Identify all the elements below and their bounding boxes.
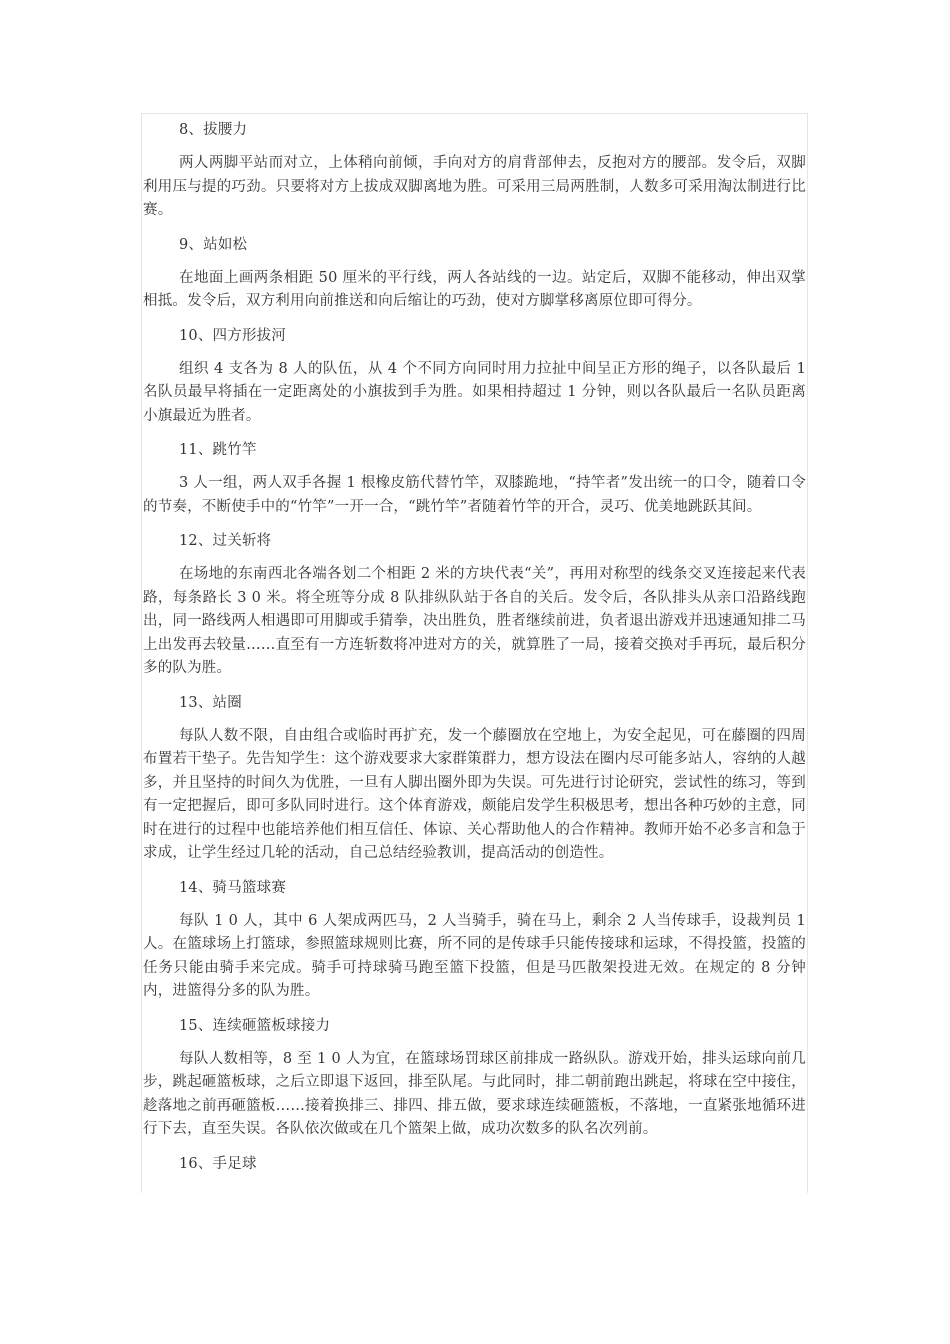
section-heading: 12、过关斩将 bbox=[179, 533, 272, 549]
section-body: 每队 1 0 人，其中 6 人架成两匹马，2 人当骑手，骑在马上，剩余 2 人当传球手，设裁判员 1 人。在篮球场上打篮球，参照篮球规则比赛，所不同的是传球手只能传接球和运球，不得投篮，投篮的任务只能由骑手来完成。骑手可持球骑马跑至篮下投篮，但是马匹散架投进无效。在规定的 8 分钟内，进篮得分多的队为胜。 bbox=[143, 912, 806, 999]
section-heading: 15、连续砸篮板球接力 bbox=[179, 1017, 331, 1034]
section-heading: 16、手足球 bbox=[179, 1155, 257, 1172]
section-body: 在地面上画两条相距 50 厘米的平行线，两人各站线的一边。站定后，双脚不能移动，伸出双掌相抵。发令后，双方利用向前推送和向后缩让的巧劲，使对方脚掌移离原位即可得分。 bbox=[143, 269, 806, 309]
section-body: 每队人数相等，8 至 1 0 人为宜，在篮球场罚球区前排成一路纵队。游戏开始，排头运球向前几步，跳起砸篮板球，之后立即退下返回，排至队尾。与此同时，排二朝前跑出跳起，将球在空中接住，趁落地之前再砸篮板……接着换排三、排四、排五做，要求球连续砸篮板，不落地，一直紧张地循环进行下去，直至失误。各队依次做或在几个篮架上做，成功次数多的队名次列前。 bbox=[143, 1050, 806, 1137]
section-body: 两人两脚平站而对立，上体稍向前倾，手向对方的肩背部伸去，反抱对方的腰部。发令后，双脚利用压与提的巧劲。只要将对方上拔成双脚离地为胜。可采用三局两胜制，人数多可采用淘汰制进行比赛。 bbox=[143, 155, 806, 218]
section-body: 组织 4 支各为 8 人的队伍，从 4 个不同方向同时用力拉扯中间呈正方形的绳子，以各队最后 1 名队员最早将插在一定距离处的小旗拔到手为胜。如果相持超过 1 分钟，则以各队最后一名队员距离小旗最近为胜者。 bbox=[143, 360, 806, 424]
section-body: 在场地的东南西北各端各划二个相距 2 米的方块代表“关”，再用对称型的线条交叉连接起来代表路，每条路长 3 0 米。将全班等分成 8 队排纵队站于各自的关后。发令后，各队排头从亲口沿路线跑出，同一路线两人相遇即可用脚或手猜拳，决出胜负，胜者继续前进，负者退出游戏并迅速通知排二马上出发再去较量……直至有一方连斩数将冲进对方的关，就算胜了一局，接着交换对手再玩，最后积分多的队为胜。 bbox=[143, 566, 806, 676]
section-body: 3 人一组，两人双手各握 1 根橡皮筋代替竹竿，双膝跪地，“持竿者”发出统一的口令，随着口令的节奏，不断使手中的“竹竿”一开一合，“跳竹竿”者随着竹竿的开合，灵巧、优美地跳跃其间。 bbox=[143, 475, 806, 515]
section-heading: 11、跳竹竿 bbox=[179, 442, 257, 458]
section-heading: 9、站如松 bbox=[179, 236, 248, 253]
section-heading: 14、骑马篮球赛 bbox=[179, 879, 287, 896]
section-heading: 10、四方形拔河 bbox=[179, 327, 287, 344]
section-heading: 13、站圈 bbox=[179, 694, 242, 711]
document-content bbox=[143, 118, 806, 1186]
section-heading: 8、拔腰力 bbox=[179, 122, 248, 138]
section-body: 每队人数不限，自由组合或临时再扩充，发一个藤圈放在空地上，为安全起见，可在藤圈的四周布置若干垫子。先告知学生：这个游戏要求大家群策群力，想方设法在圈内尽可能多站人，容纳的人越多，并且坚持的时间久为优胜，一旦有人脚出圈外即为失误。可先进行讨论研究，尝试性的练习，等到有一定把握后，即可多队同时进行。这个体育游戏，颇能启发学生积极思考，想出各种巧妙的主意，同时在进行的过程中也能培养他们相互信任、体谅、关心帮助他人的合作精神。教师开始不必多言和急于求成，让学生经过几轮的活动，自己总结经验教训，提高活动的创造性。 bbox=[143, 727, 806, 861]
